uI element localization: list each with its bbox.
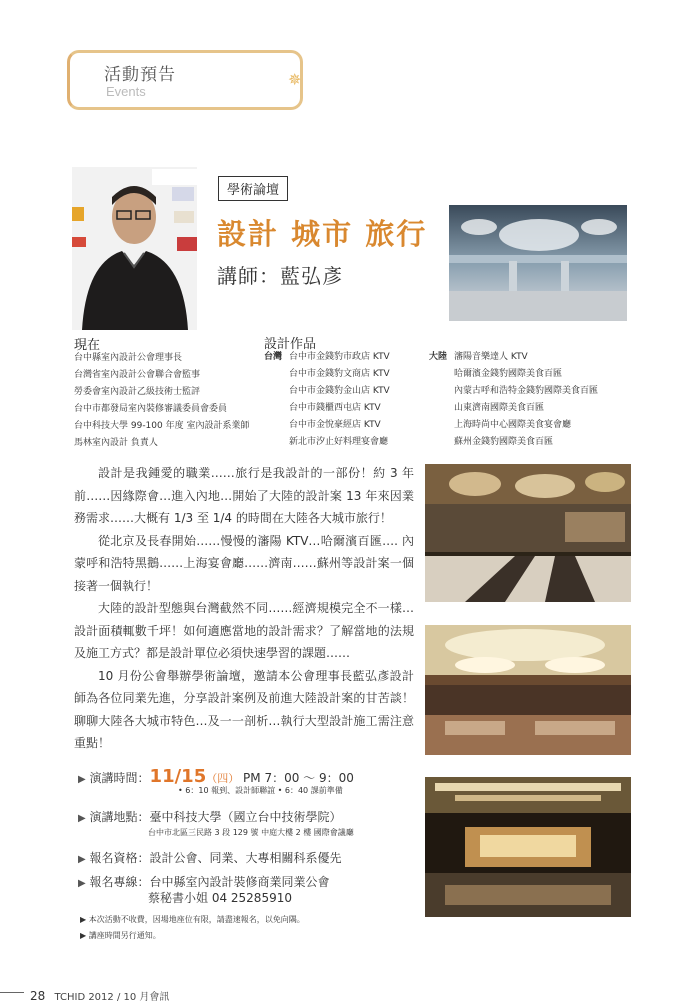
venue-address: 台中市北區三民路 3 段 129 號 中庭大樓 2 樓 國際會議廳: [148, 828, 354, 837]
event-weekday: （四）: [206, 772, 240, 785]
section-subtitle: Events: [106, 84, 146, 99]
body-paragraph: 大陸的設計型態與台灣截然不同……經濟規模完全不一樣…設計面積輒數千坪！如何適應當地的設計需求？了解當地的法規及施工方式？都是設計單位必須快速學習的課題……: [74, 601, 414, 660]
phone-row: [78, 873, 330, 890]
footer-text: TCHID 2012 / 10 月會訊: [54, 992, 170, 1003]
work-item: 哈爾濱金錢豹國際美食百匯: [454, 369, 563, 379]
events-header-frame: [67, 50, 303, 110]
works-mainland-label: 大陸: [429, 352, 448, 362]
current-item: 馬林室內設計 負責人: [74, 438, 158, 448]
work-item: 內蒙古呼和浩特金錢豹國際美食百匯: [454, 386, 599, 396]
work-item: 上海時尚中心國際美食宴會廳: [454, 420, 572, 430]
event-date: 11/15: [149, 766, 207, 787]
time-note: • 6：10 報到、設計師聯誼 • 6：40 課前準備: [178, 786, 343, 795]
buffet-hall-photo: [425, 625, 631, 755]
current-item: 台中市都發局室內裝修審議委員會委員: [74, 404, 228, 414]
qualification-row: [78, 849, 342, 866]
works-mainland-list: [454, 349, 598, 451]
body-paragraph: 從北京及長春開始……慢慢的瀋陽 KTV…哈爾濱百匯…. 內蒙呼和浩特黑鵝……上海宴會廳……濟南……蘇州等設計案一個接著一個執行！: [74, 533, 414, 593]
venue-label: 演講地點：: [89, 810, 150, 824]
qualification-label: 報名資格：: [89, 851, 150, 865]
work-item: 台中市錢櫃西屯店 KTV: [289, 403, 381, 413]
phone-label: 報名專線：: [89, 875, 150, 889]
work-item: 瀋陽音樂達人 KTV: [454, 352, 528, 362]
phone-organization: 台中縣室內設計裝修商業同業公會: [149, 875, 330, 889]
restaurant-photo: [425, 777, 631, 917]
arrow-right-icon: ▶: [78, 854, 86, 865]
current-list: [74, 350, 249, 452]
star-icon: ✵: [288, 70, 302, 89]
arrow-right-icon: ▶: [80, 915, 89, 924]
body-paragraph: 設計是我鍾愛的職業……旅行是我設計的一部份！約 3 年前……因緣際會…進入內地…開始了大陸的設計案 13 年來因業務需求……大概有 1/3 至 1/4 的時間在大陸各大城市旅行！: [74, 466, 414, 525]
works-taiwan-label: 台灣: [264, 352, 283, 362]
work-item: 蘇州金錢豹國際美食百匯: [454, 437, 554, 447]
work-item: 台中市金悅豪經店 KTV: [289, 420, 381, 430]
lecturer-photo: [72, 167, 197, 330]
work-item: 新北市汐止好料理宴會廳: [289, 437, 389, 447]
article-title: 設計 城市 旅行: [217, 217, 428, 251]
note-item: ▶ 本次活動不收費，因場地座位有限，請盡速報名，以免向隅。: [80, 915, 305, 924]
venue-row: [78, 808, 342, 825]
time-label: 演講時間：: [89, 771, 150, 785]
venue-name: 臺中科技大學（國立台中技術學院）: [149, 810, 342, 824]
footer: [30, 988, 169, 1003]
lecturer-name: 講師：藍弘彥: [217, 264, 343, 288]
arrow-right-icon: ▶: [78, 878, 86, 889]
arrow-right-icon: ▶: [78, 813, 86, 824]
work-item: 台中市金錢豹市政店 KTV: [289, 352, 390, 362]
body-paragraph: 10 月份公會舉辦學術論壇，邀請本公會理事長藍弘彥設計師為各位同業先進，分享設計案例及前進大陸設計案的甘苦談！聊聊大陸各大城市特色…及一一剖析…執行大型設計施工需注意重點！: [74, 668, 414, 750]
current-item: 台中科技大學 99-100 年度 室內設計系業師: [74, 421, 250, 431]
work-item: 台中市金錢豹金山店 KTV: [289, 386, 390, 396]
note-item: ▶ 講座時間另行通知。: [80, 931, 161, 940]
work-item: 台中市金錢豹文商店 KTV: [289, 369, 390, 379]
lobby-photo: [425, 464, 631, 602]
banquet-hall-photo: [449, 205, 627, 321]
section-title: 活動預告: [104, 65, 176, 85]
phone-contact: 蔡秘書小姐 04 25285910: [148, 891, 292, 905]
page-number: 28: [30, 989, 46, 1003]
current-item: 台灣省室內設計公會聯合會監事: [74, 370, 201, 380]
qualification-value: 設計公會、同業、大專相關科系優先: [149, 851, 342, 865]
notes: [80, 912, 305, 944]
footer-rule: [0, 992, 24, 993]
work-item: 山東濟南國際美食百匯: [454, 403, 545, 413]
works-taiwan-list: [289, 349, 390, 451]
category-tag: 學術論壇: [218, 176, 288, 201]
article-body: [74, 462, 414, 755]
current-item: 台中縣室內設計公會理事長: [74, 353, 183, 363]
arrow-right-icon: ▶: [80, 931, 89, 940]
works-heading: 設計作品: [264, 337, 317, 352]
arrow-right-icon: ▶: [78, 774, 86, 785]
current-heading: 現在: [74, 338, 101, 353]
current-item: 勞委會室內設計乙級技術士監評: [74, 387, 201, 397]
event-time: PM 7：00 ～ 9：00: [243, 771, 354, 785]
